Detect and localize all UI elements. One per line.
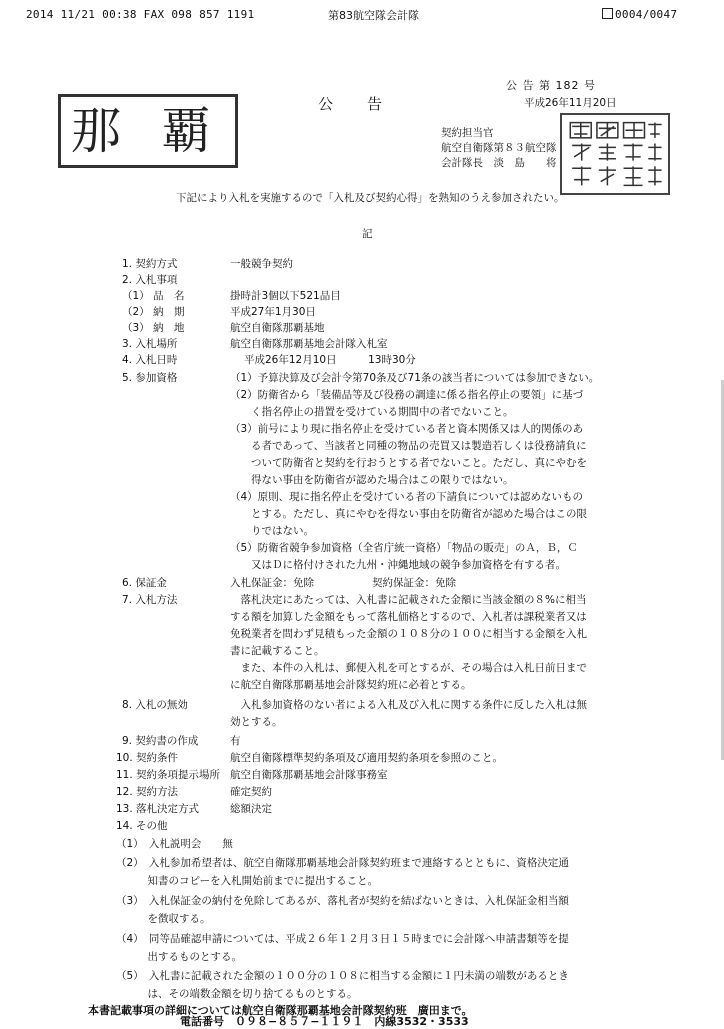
qualification-line: 又はＤに格付けされた九州・沖縄地域の競争参加資格を有する者。 <box>230 559 566 571</box>
other-line: 知書のコピーを入札開始前までに提出すること。 <box>116 875 379 887</box>
item-label: 13. 落札決定方式 <box>116 803 200 815</box>
method-line: 落札決定にあたっては、入札書に記載された金額に当該金額の８%に相当 <box>230 594 587 606</box>
item-value: 航空自衛隊那覇基地会計隊事務室 <box>230 769 388 781</box>
qualification-line: （5）防衛省競争参加資格（全省庁統一資格）「物品の販売」のＡ，Ｂ，Ｃ <box>230 542 578 554</box>
ki-heading: 記 <box>362 228 373 240</box>
method-line: 免税業者を問わず見積もった金額の１０８分の１００に相当する金額を入札 <box>230 628 587 640</box>
item-value: 航空自衛隊那覇基地会計隊入札室 <box>230 338 388 350</box>
other-line: を徴収する。 <box>116 913 211 925</box>
invalid-line: 効とする。 <box>230 716 283 728</box>
fax-header-page <box>602 8 677 21</box>
notice-number: 公 告 第 182 号 <box>506 79 596 92</box>
item-value: 航空自衛隊標準契約条項及び適用契約条項を参照のこと。 <box>230 752 503 764</box>
other-line: は、その端数金額を切り捨てるものとする。 <box>116 988 358 1000</box>
issuer-title: 契約担当官 <box>441 127 494 139</box>
fax-page-count: 0004/0047 <box>615 8 678 21</box>
bid-deposit: 入札保証金：免除 <box>230 577 314 589</box>
item-label: 7. 入札方法 <box>122 594 178 606</box>
fax-header-left: 2014 11/21 00:38 FAX 098 857 1191 <box>26 8 255 21</box>
item-value: 一般競争契約 <box>230 258 293 270</box>
stamp-char-1: 那 <box>71 102 121 160</box>
item-label: （2） 納 期 <box>122 306 185 318</box>
contract-deposit: 契約保証金：免除 <box>372 577 456 589</box>
item-value: 総額決定 <box>230 803 272 815</box>
qualification-line: 得ない事由を防衛省が認めた場合はこの限りではない。 <box>230 474 514 486</box>
qualification-line: ついて防衛省と契約を行おうとする者でないこと。ただし、真にやむを <box>230 457 587 469</box>
item-label: 11. 契約条項提示場所 <box>116 769 221 781</box>
seal-graphic <box>562 115 668 193</box>
qualification-line: く指名停止の措置を受けている期間中の者でないこと。 <box>230 406 514 418</box>
item-label: 8. 入札の無効 <box>122 699 188 711</box>
method-line: に航空自衛隊那覇基地会計隊契約班に必着とする。 <box>230 679 472 691</box>
item-label: （1） 品 名 <box>122 290 185 302</box>
qualification-line: とする。ただし、真にやむを得ない事由を防衛省が認めた場合はこの限 <box>230 508 587 520</box>
page-title: 公告 <box>318 95 417 113</box>
other-line: （5） 入札書に記載された金額の１００分の１０８に相当する金額に１円未満の端数があるとき <box>116 970 569 982</box>
method-line: する額を加算した金額をもって落札価格とするので、入札者は課税業者又は <box>230 611 587 623</box>
received-stamp <box>58 94 238 168</box>
item-value: 有 <box>230 735 241 747</box>
item-label: （3） 納 地 <box>122 322 185 334</box>
footer-details: 本書記載事項の詳細については航空自衛隊那覇基地会計隊契約班 廣田まで。 <box>88 1004 473 1017</box>
qualification-line: （4）原則、現に指名停止を受けている者の下請負については認めないもの <box>230 491 583 503</box>
footer-phone: 電話番号 ０９８−８５７−１１９１ 内線3532・3533 <box>180 1015 469 1028</box>
qualification-line: （2）防衛省から「装備品等及び役務の調達に係る指名停止の要領」に基づ <box>230 389 584 401</box>
other-line: （3） 入札保証金の納付を免除してあるが、落札者が契約を結ばないときは、入札保証金相当額 <box>116 895 569 907</box>
official-seal <box>560 113 670 195</box>
other-line: （4） 同等品確認申請については、平成２６年１２月３日１５時までに会計隊へ申請書類等を提 <box>116 933 569 945</box>
method-line: また、本件の入札は、郵便入札を可とするが、その場合は入札日前日まで <box>230 662 587 674</box>
item-value: 確定契約 <box>230 786 272 798</box>
item-label: 9. 契約書の作成 <box>122 735 199 747</box>
issuer-name: 会計隊長 淡 島 将 <box>441 157 557 169</box>
item-label: 1. 契約方式 <box>122 258 178 270</box>
item-label: 6. 保証金 <box>122 577 167 589</box>
item-value: 航空自衛隊那覇基地 <box>230 322 325 334</box>
qualification-line: る者であって、当該者と同種の物品の売買又は製造若しくは役務請負に <box>230 440 587 452</box>
fax-header-sender: 第83航空隊会計隊 <box>328 9 419 22</box>
item-label: 3. 入札場所 <box>122 338 178 350</box>
qualification-line: （3）前号により現に指名停止を受けている者と資本関係又は人的関係のあ <box>230 423 584 435</box>
fax-page-icon <box>602 8 613 19</box>
qualification-line: りではない。 <box>230 525 314 537</box>
method-line: 書に記載すること。 <box>230 645 325 657</box>
intro-text: 下記により入札を実施するので「入札及び契約心得」を熟知のうえ参加されたい。 <box>176 192 565 204</box>
other-line: 出するものとする。 <box>116 951 242 963</box>
item-value: 平成26年12月10日 13時30分 <box>244 354 416 366</box>
issuer-unit: 航空自衛隊第８３航空隊 <box>441 142 557 154</box>
other-line: （2） 入札参加希望者は、航空自衛隊那覇基地会計隊契約班まで連絡するとともに、資格決定通 <box>116 857 569 869</box>
item-label: 4. 入札日時 <box>122 354 178 366</box>
item-label: 14. その他 <box>116 820 168 832</box>
qualification-line: （1）予算決算及び会計令第70条及び71条の該当者については参加できない。 <box>230 372 600 384</box>
notice-date: 平成26年11月20日 <box>524 97 617 109</box>
item-label: 12. 契約方法 <box>116 786 179 798</box>
stamp-char-2: 覇 <box>161 102 211 160</box>
item-label: 5. 参加資格 <box>122 372 178 384</box>
invalid-line: 入札参加資格のない者による入札及び入札に関する条件に反した入札は無 <box>230 699 587 711</box>
other-line: （1） 入札説明会 無 <box>116 838 233 850</box>
item-value: 掛時計3個以下521品目 <box>230 290 341 302</box>
item-value: 平成27年1月30日 <box>230 306 316 318</box>
item-label: 2. 入札事項 <box>122 274 178 286</box>
item-label: 10. 契約条件 <box>116 752 179 764</box>
